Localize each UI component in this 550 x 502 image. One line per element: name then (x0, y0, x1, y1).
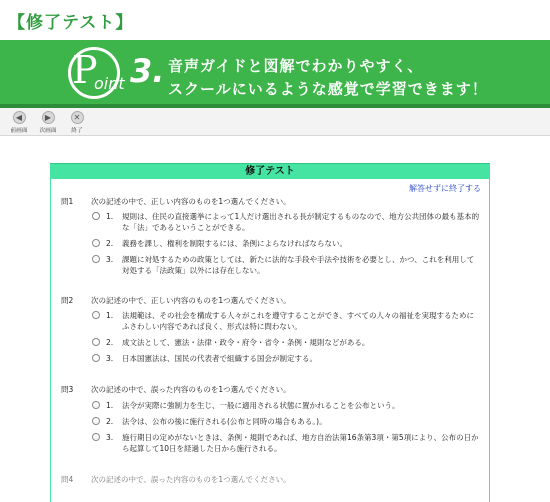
option-number: 1. (106, 401, 114, 410)
question-number: 問3 (61, 385, 74, 394)
option-number: 2. (106, 338, 114, 347)
option-text: 施行期日の定めがないときは、条例・規則であれば、地方自治法第16条第3項・第5項により、公布の日から起算して10日を経過した日から施行される。 (122, 433, 479, 453)
option-text: 日本国憲法は、国民の代表者で組織する国会が制定する。 (122, 354, 317, 363)
question-number: 問4 (61, 475, 74, 484)
radio-button[interactable] (92, 212, 100, 220)
banner-text (168, 55, 488, 101)
prev-label: 前画面 (10, 127, 28, 134)
radio-button[interactable] (92, 433, 100, 441)
option-number: 1. (106, 212, 114, 221)
point-number: 3. (130, 52, 165, 90)
test-header: 修了テスト (50, 163, 490, 179)
next-button[interactable] (35, 111, 61, 134)
end-button[interactable] (64, 111, 90, 134)
option-number: 3. (106, 354, 114, 363)
radio-button[interactable] (92, 239, 100, 247)
option-text: 法令は、公布の後に施行される(公布と同時の場合もある。)。 (122, 417, 327, 426)
option-number: 3. (106, 433, 114, 442)
toolbar (0, 108, 550, 136)
radio-button[interactable] (92, 401, 100, 409)
end-label: 終了 (71, 127, 83, 134)
point-logo-p: P (72, 48, 98, 92)
close-icon: ✕ (71, 111, 84, 124)
radio-button[interactable] (92, 255, 100, 263)
test-area (50, 179, 490, 502)
point-logo-text: oint (94, 74, 125, 93)
radio-button[interactable] (92, 338, 100, 346)
question-text: 次の記述の中で、誤った内容のものを1つ選んでください。 (91, 475, 291, 484)
option-number: 2. (106, 417, 114, 426)
option-text: 義務を課し、権利を制限するには、条例によらなければならない。 (122, 239, 347, 248)
radio-button[interactable] (92, 311, 100, 319)
option-text: 法規範は、その社会を構成する人々がこれを遵守することができ、すべての人々の福祉を実現するためにふさわしい内容であれば良く、形式は特に問わない。 (122, 311, 475, 331)
question-text: 次の記述の中で、誤った内容のものを1つ選んでください。 (91, 385, 291, 394)
radio-button[interactable] (92, 417, 100, 425)
option-text: 成文法として、憲法・法律・政令・府令・省令・条例・規則などがある。 (122, 338, 370, 347)
page-title: 【修了テスト】 (8, 13, 134, 33)
next-label: 次画面 (39, 127, 57, 134)
banner-line-1: 音声ガイドと図解でわかりやすく、 (168, 57, 424, 75)
banner-line-2: スクールにいるような感覚で学習できます！ (168, 80, 488, 98)
option-text: 規則は、住民の直接選挙によって1人だけ選出される長が制定するものなので、地方公共団体の最も基本的な「法」であるということができる。 (122, 212, 480, 232)
option-number: 3. (106, 255, 114, 264)
option-text: 法令が実際に強制力を生じ、一般に適用される状態に置かれることを公布という。 (122, 401, 400, 410)
question-number: 問1 (61, 197, 74, 206)
quit-without-answering-link[interactable]: 解答せずに終了する (409, 184, 481, 193)
question-number: 問2 (61, 296, 74, 305)
prev-icon: ◀ (13, 111, 26, 124)
option-text: 課題に対処するための政策としては、新たに法的な手段や手法や技術を必要とし、かつ、これを利用して対処する「法政策」以外には存在しない。 (122, 255, 475, 275)
question-text: 次の記述の中で、正しい内容のものを1つ選んでください。 (91, 197, 291, 206)
question-text: 次の記述の中で、正しい内容のものを1つ選んでください。 (91, 296, 291, 305)
radio-button[interactable] (92, 354, 100, 362)
option-number: 2. (106, 239, 114, 248)
prev-button[interactable] (6, 111, 32, 134)
next-icon: ▶ (42, 111, 55, 124)
option-number: 1. (106, 311, 114, 320)
